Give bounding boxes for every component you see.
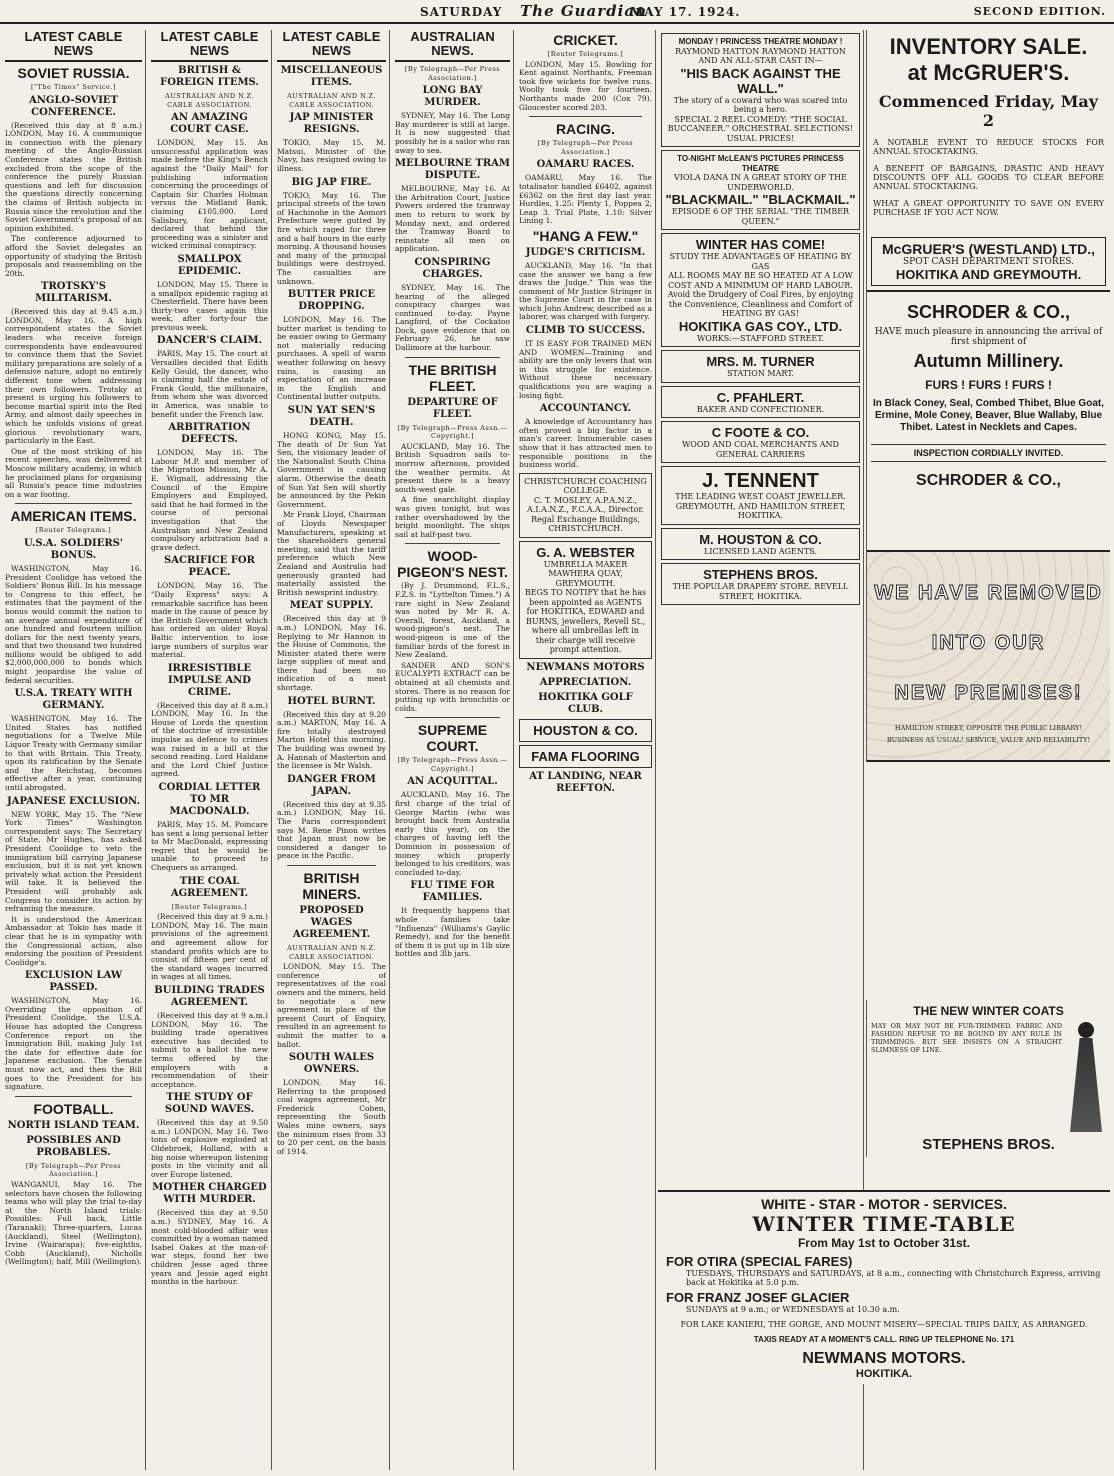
headline: ACCOUNTANCY.: [539, 403, 632, 415]
subheading: [By Telegraph—Press Assn.—Copyright.]: [397, 756, 508, 773]
headline: DEPARTURE OF FLEET.: [407, 396, 498, 420]
headline: POSSIBLES AND PROBABLES.: [26, 1134, 121, 1158]
ad-text: HAVE much pleasure in announcing the arrival of first shipment of: [874, 327, 1103, 347]
divider: [405, 357, 500, 358]
ad-title: NEWMANS MOTORS.: [802, 1350, 966, 1367]
article-text: TOKIO, May 16. The principal streets of the town of Hachinohe in the Aomori Prefecture were gutted by fire which raged for three and a half hours in the early morning. A thousand houses and many of the principal buildings were destroyed. The casualties are unknown.: [277, 190, 386, 286]
headline: CRICKET.: [553, 32, 618, 48]
ad-text: THE POPULAR DRAPERY STORE. REVELL STREET, HOKITIKA.: [672, 582, 849, 601]
ad-text: FURS ! FURS ! FURS !: [925, 378, 1052, 392]
headline: SUPREME COURT.: [417, 722, 488, 755]
article-text: TOKIO, May 15. M. Matsui, Minister of the Navy, has resigned owing to illness.: [277, 138, 386, 173]
headline: BIG JAP FIRE.: [291, 176, 372, 188]
column-3: [274, 30, 390, 1470]
ad-title: WHITE - STAR - MOTOR - SERVICES.: [761, 1196, 1007, 1212]
headline: AT LANDING, NEAR REEFTON.: [529, 770, 642, 794]
subheading: [By Telegraph—Per Press Association.]: [404, 65, 501, 82]
headline: HOKITIKA GOLF CLUB.: [538, 691, 633, 715]
mcleans-pictures-ad: [661, 150, 860, 230]
headline: SOVIET RUSSIA.: [17, 65, 130, 81]
ad-text: UMBRELLA MAKER: [543, 559, 628, 569]
headline: NEWMANS MOTORS: [526, 661, 645, 673]
ad-title: SCHRODER & CO.,: [916, 472, 1061, 489]
article-text: (Received this day at 9.35 a.m.) LONDON, May 16. The Paris correspondent says M. Rene Pinon writes that Japan must now be considered a danger to peace in the Pacific.: [277, 799, 386, 861]
masthead-paper-name: The Guardian: [520, 2, 647, 20]
ad-title: INVENTORY SALE.: [889, 34, 1088, 59]
ad-text: INSPECTION CORDIALLY INVITED.: [871, 444, 1106, 462]
route-text: SUNDAYS at 9 a.m.; or WEDNESDAYS at 10.30 a.m.: [686, 1305, 900, 1314]
ad-title: CHRISTCHURCH COACHING COLLEGE.: [524, 476, 647, 496]
headline: MELBOURNE TRAM DISPUTE.: [395, 158, 510, 182]
ad-subtitle: Commenced Friday, May 2: [878, 92, 1099, 130]
article-text: (Received this day at 9.45 a.m.) LONDON, May 16. A high correspondent states the Soviet leaders who receive foreign correspondents have endeavoured to convince them that the Soviet military preparations are solely of a defensive nature, adopt no entirely different tone when addressing their own followers. Trotsky at present is urging his followers to become martial spirit into the Red Army, and almost daily speeches in which he unfolds visions of great glorious revolutionary wars, particularly in the East.: [5, 307, 142, 446]
headline: U.S.A. SOLDIERS' BONUS.: [24, 537, 123, 561]
ad-text: VIOLA DANA IN A GREAT STORY OF THE UNDERWORLD.: [674, 173, 847, 192]
ad-text: C. T. MOSLEY, A.P.A.N.Z., A.I.A.N.Z., F.C.A.A., Director. Regal Exchange Buildings, CHRISTCHURCH.: [527, 495, 644, 534]
ad-title: M. HOUSTON & CO.: [699, 531, 822, 547]
article-text: AUCKLAND, May 16. "In that case the answer we hang a few draws the Judge." This was the comment of Mr Justice Stringer in the Supreme Court in the case in which John Andrew, described as a laborer, was charged with forgery.: [519, 260, 652, 322]
headline: APPRECIATION.: [539, 676, 632, 688]
ad-text: The story of a coward who was scared into being a hero.: [673, 95, 848, 114]
article-text: (By J. Drummond, F.L.S., F.Z.S. in "Lyttelton Times.") A rare sight in New Zealand was noted by Mr R. A. Overall, forest, Auckland, a wood-pigeon's nest. The wood-pigeon is one of the familiar birds of the forest in New Zealand.: [395, 581, 510, 660]
column-banner: AUSTRALIAN NEWS.: [395, 30, 510, 62]
turner-ad: [661, 350, 860, 383]
ad-title: STEPHENS BROS.: [922, 1136, 1055, 1153]
column-4: [392, 30, 514, 1470]
ad-title: at McGRUER'S.: [907, 60, 1070, 85]
article-text: PARIS, May 15. M. Poincare has sent a long personal letter to Mr MacDonald, expressing regret that he would be unable to proceed to Chequers as arranged.: [151, 820, 268, 872]
ad-text: STUDY THE ADVANTAGES OF HEATING BY GAS: [669, 252, 852, 271]
headline: TROTSKY'S MILITARISM.: [35, 281, 112, 305]
headline: SACRIFICE FOR PEACE.: [164, 555, 255, 579]
article-text: WANGANUI, May 16. The selectors have chosen the following teams who will play the trial to-day at the North Island trials: Possibles: Full back, Little (Taranaki); Three-quarters, Lucas (Auckland), Steel (Wellington), Irvine (Wairarapa); five-eighths, Cobb (Auckland), Nicholls (Wellington); half, Mill (Wellington).: [5, 1180, 142, 1267]
headline: SMALLPOX EPIDEMIC.: [177, 253, 242, 277]
ad-text: TO-NIGHT McLEAN'S PICTURES PRINCESS THEATRE: [677, 154, 844, 173]
subheading: ["The Times" Service.]: [30, 83, 117, 91]
ad-text: Avoid the Drudgery of Coal Fires, by enjoying the Convenience, Cleanliness and Comfort of HEATING BY GAS!: [667, 290, 854, 318]
ad-text: In Black Coney, Seal, Combed Thibet, Blue Goat, Ermine, Mole Coney, Beaver, Blue Wallaby, Blue Thibet. Latest in Necklets and Capes.: [873, 398, 1104, 433]
ad-title: HOKITIKA GAS COY., LTD.: [678, 318, 843, 334]
headline: IRRESISTIBLE IMPULSE AND CRIME.: [167, 662, 252, 698]
stephens-ad: [661, 563, 860, 605]
headline: CLIMB TO SUCCESS.: [525, 325, 646, 337]
ad-text: MAY OR MAY NOT BE FUR-TRIMMED. FABRIC AND FASHION REFUSE TO BE BOUND BY ANY RULE IN TRIMMINGS. BUT SEE INSISTS ON A STRAIGHT SLIMNESS OF LINE.: [871, 1022, 1062, 1054]
webster-ad: [519, 541, 652, 659]
masthead-edition: SECOND EDITION.: [973, 5, 1106, 18]
ad-title: MRS. M. TURNER: [706, 354, 815, 369]
route-text: TUESDAYS, THURSDAYS and SATURDAYS, at 8 a.m., connecting with Christchurch Express, arriving back at Hokitika at 5.0 p.m.: [686, 1269, 1101, 1287]
ad-text: ALL ROOMS MAY BE SO HEATED AT A LOW COST AND A MINIMUM OF HARD LABOUR.: [668, 271, 853, 290]
article-text: LONDON, May 16. The butter market is tending to be easier owing to Germany not materially reducing purchases. A spell of warm weather following on heavy rains, is causing an expectation of an increase in the English and Continental butter outputs.: [277, 315, 386, 402]
removed-premises-ad: [867, 552, 1110, 762]
headline: ARBITRATION DEFECTS.: [168, 422, 251, 446]
column-banner: LATEST CABLE NEWS: [151, 30, 268, 62]
ad-text: A BENEFIT OF BARGAINS, DRASTIC AND HEAVY DISCOUNTS OFF ALL GOODS TO CLEAR BEFORE ANNUAL STOCKTAKING.: [873, 164, 1104, 191]
headline: BRITISH & FOREIGN ITEMS.: [160, 65, 259, 88]
foote-ad: [661, 421, 860, 463]
article-text: LONDON, May 15. There is a smallpox epidemic raging at Chesterfield. There have been thirty-two cases again this week, after forty-four the previous week.: [151, 279, 268, 332]
ad-text: WOOD AND COAL MERCHANTS AND GENERAL CARRIERS: [682, 440, 839, 459]
headline: HOTEL BURNT.: [287, 695, 376, 707]
headline: SUN YAT SEN'S DEATH.: [287, 405, 376, 429]
right-ad-column: [866, 30, 1110, 762]
white-star-motor-ad: [658, 1190, 1110, 1384]
ad-text: SPOT CASH DEPARTMENT STORES.: [903, 257, 1074, 267]
article-text: LONDON, May 15. Bowling for Kent against Northants, Freeman took five wickets for twelve runs. Woolly took five for fourteen. Northants made 200 (Cox 79). Gloucester scored 203.: [519, 59, 652, 112]
headline: AN AMAZING COURT CASE.: [170, 112, 249, 136]
headline: BRITISH MINERS.: [302, 869, 361, 902]
schroder-ad: [867, 292, 1110, 552]
ad-text: BEGS TO NOTIFY that he has been appointed as AGENTS for HOKITIKA, EDWARD and BURNS, jewellers, Revell St., where all umbrellas left in their charge will receive prompt attention.: [524, 588, 647, 655]
headline: DANGER FROM JAPAN.: [287, 773, 376, 797]
headline: MISCELLANEOUS ITEMS.: [280, 65, 383, 88]
ad-text: A NOTABLE EVENT TO REDUCE STOCKS FOR ANNUAL STOCKTAKING.: [873, 138, 1104, 156]
ad-text: GREYMOUTH, AND HAMILTON STREET, HOKITIKA.: [675, 501, 846, 520]
headline: THE COAL AGREEMENT.: [170, 875, 249, 899]
masthead: [0, 0, 1114, 24]
ad-text: THE LEADING WEST COAST JEWELLER.: [675, 492, 846, 501]
headline: OAMARU RACES.: [536, 159, 635, 171]
ad-title: J. TENNENT: [702, 470, 819, 492]
column-1: [2, 30, 146, 1470]
headline: MOTHER CHARGED WITH MURDER.: [152, 1182, 267, 1206]
headline: AN ACQUITTAL.: [407, 776, 498, 788]
headline: PROPOSED WAGES AGREEMENT.: [292, 904, 371, 940]
article-text: A fine searchlight display was given tonight, but was rather overshadowed by the bright moonlight. The ships sail at half-past two.: [395, 495, 510, 539]
subheading: [By Telegraph—Press Assn.—Copyright.]: [397, 423, 508, 441]
headline: WOOD-PIGEON'S NEST.: [397, 548, 508, 581]
article-text: LONDON, May 15. An unsuccessful application was made before the King's Bench against the "Daily Mail" for publishing information concerning the proceedings of Captain Sir Charles Holman versus the Midland Bank, claiming £105,000. Lord Salisbury, for applicant, declared that behind the proceeding was a sinister and wicked criminal conspiracy.: [151, 138, 268, 251]
ad-text: EPISODE 6 OF THE SERIAL "THE TIMBER QUEEN.": [671, 207, 850, 226]
ad-title: C FOOTE & CO.: [711, 425, 810, 440]
article-text: OAMARU, May 16. The totalisator handled £6402, against £6362 on the first day last year. Hurdles, 1.25: Plenty 1, Poppea 2, Leap 3. Trial Plate, 1.10: Silver Lining 1.: [519, 173, 652, 226]
ad-title: McGRUER'S (WESTLAND) LTD.,: [881, 241, 1096, 257]
divider: [287, 865, 376, 866]
ad-title: NEW PREMISES!: [894, 682, 1083, 704]
woman-in-coat-illustration: [1066, 1022, 1106, 1132]
article-text: (Received this day at 8 a.m.) LONDON, May 16. In the House of Lords the question of the doctrine of irresistible impulse as defence to crimes was raised in a bill at the second reading. Lord Haldane and the Lord Chief Justice agreed.: [151, 700, 268, 779]
masthead-date: MAY 17. 1924.: [630, 5, 741, 19]
headline: THE BRITISH FLEET.: [408, 361, 497, 394]
headline: CORDIAL LETTER TO MR MACDONALD.: [158, 782, 261, 818]
ad-text: WHAT A GREAT OPPORTUNITY TO SAVE ON EVERY PURCHASE IF YOU ACT NOW.: [873, 199, 1104, 217]
houston-land-ad: [661, 528, 860, 561]
houston-ad: [519, 719, 652, 742]
masthead-day: SATURDAY: [420, 5, 503, 19]
article-text: (Received this day at 9.20 a.m.) MARTON, May 16. A fire totally destroyed Marton Hotel this morning. The building was owned by A. Hannah of Masterton and the licensee is Mr Walsh.: [277, 709, 386, 771]
ad-title: HOUSTON & CO.: [533, 722, 638, 738]
ad-text: BAKER AND CONFECTIONER.: [696, 404, 825, 414]
headline: "HANG A FEW.": [532, 227, 639, 244]
ad-title: STEPHENS BROS.: [703, 567, 818, 582]
article-text: WASHINGTON, May 16. The United States has notified negotiations for a Twelve Mile Liquor Treaty with Germany similar to that with Britain. This Treaty, upon its ratification by the Senate and the Reichstag, becomes effective after a year, continuing until abrogated.: [5, 714, 142, 792]
subheading: [Reuter Telegrams.]: [171, 902, 248, 911]
divider: [405, 717, 500, 718]
ad-text: RAYMOND HATTON RAYMOND HATTON: [675, 46, 846, 56]
ad-title: G. A. WEBSTER: [536, 544, 635, 560]
ad-text: AND AN ALL-STAR CAST IN—: [698, 56, 823, 65]
article-text: NEW YORK, May 15. The "New York Times" Washington correspondent says: The Secretary of State, Mr Hughes, has asked President Coolidge to veto the immigration bill carrying Japanese exclusion, but it is not yet known privately what action the President will take. It is believed the President will probably ask Congress to consider its action by reframing the measure.: [5, 809, 142, 914]
divider: [405, 543, 500, 544]
headline: BUILDING TRADES AGREEMENT.: [154, 984, 265, 1008]
column-5: [516, 30, 656, 1470]
article-text: AUCKLAND, May 16. The first charge of the trial of George Martin (who was brought back from Australia early this year), on the charges of having left the Dominion in possession of money which properly belonged to his creditors, was concluded to-day.: [395, 790, 510, 877]
article-text: (Received this day at 8 a.m.) LONDON, May 16. A communique in connection with the plenary meeting of the Anglo-Russian Conference states the British excluded from the scope of the conference the purely Russian questions and left for discussion the questions directly concerning the claims of British subjects in Russia since the revolution and the Soviet Government's proposal of an opinion exhibited.: [5, 120, 142, 233]
headline: MEAT SUPPLY.: [289, 600, 374, 612]
tennent-ad: [661, 466, 860, 525]
pfahlert-ad: [661, 386, 860, 419]
divider: [15, 503, 132, 504]
headline: FLU TIME FOR FAMILIES.: [410, 880, 495, 904]
ad-text: MONDAY ! PRINCESS THEATRE MONDAY !: [678, 37, 843, 46]
ad-subtitle: From May 1st to October 31st.: [797, 1236, 971, 1250]
gas-heating-ad: [661, 233, 860, 347]
ad-text: SPECIAL 2 REEL COMEDY: "THE SOCIAL BUCCANEER." ORCHESTRAL SELECTIONS! USUAL PRICES!: [667, 114, 854, 143]
headline: JAPANESE EXCLUSION.: [6, 795, 141, 807]
ad-title: Autumn Millinery.: [913, 351, 1064, 371]
headline: NORTH ISLAND TEAM.: [7, 1119, 140, 1131]
route-heading: FOR OTIRA (SPECIAL FARES): [666, 1254, 853, 1269]
fama-flooring-ad: [519, 745, 652, 768]
ad-title: INTO OUR: [931, 632, 1046, 654]
column-banner: LATEST CABLE NEWS: [277, 30, 386, 62]
subheading: AUSTRALIAN AND N.Z. CABLE ASSOCIATION.: [287, 943, 376, 961]
ad-title: WINTER HAS COME!: [695, 237, 826, 252]
ad-text: HOKITIKA AND GREYMOUTH.: [895, 267, 1082, 282]
article-text: (Received this day at 9.50 a.m.) LONDON, May 16. Two tons of explosive exploded at Oldebroek, Holland, with a big noise whereupon listening posts in the vicinity and all over Europe listened.: [151, 1118, 268, 1179]
ad-text: LICENSED LAND AGENTS.: [704, 546, 817, 556]
ad-text: STATION MART.: [727, 369, 794, 378]
article-text: A knowledge of Accountancy has often proved a big factor in a man's career. Innumerable cases show that it has attracted men to responsible positions in the business world.: [519, 417, 652, 470]
headline: THE STUDY OF SOUND WAVES.: [164, 1092, 255, 1116]
article-text: One of the most striking of his recent speeches, was delivered at Moscow military academy, in which he proclaimed plans for organising all Russia's peace time industries on a war footing.: [5, 446, 142, 499]
headline: RACING.: [555, 121, 616, 138]
article-text: LONDON, May 16. The Labour M.P. and member of the Migration Mission, Mr A. E. Wignall, addressing the Council of the Empire Employers and Employed, said that he had formed in the course of personal investigation that the Australian and New Zealand compulsory arbitration had a grave defect.: [151, 448, 268, 552]
article-text: MELBOURNE, May 16. At the Arbitration Court, Justice Powers ordered the tramway men to return to work by Monday next, and ordered the Tramway Board to reinstate all men on application.: [395, 184, 510, 254]
article-text: LONDON, May 15. The conference of representatives of the coal owners and the miners, held to negotiate a new agreement in place of the present Court of Enquiry, resulted in an agreement to submit the matter to a ballot.: [277, 962, 386, 1049]
ad-title: "HIS BACK AGAINST THE WALL.": [680, 65, 841, 96]
article-text: LONDON, May 16. The "Daily Express" says: A remarkable sacrifice has been made in the cause of peace by the British Government which has ordered an older Royal Baltic intervention to lose large numbers of surplus war material.: [151, 581, 268, 660]
subheading: [By Telegraph—Per Press Association.]: [25, 1161, 122, 1179]
subheading: [Reuter Telegrams.]: [547, 50, 624, 58]
article-text: It frequently happens that whole families take "Influenza" (Williams's Gaylic Remedy), and for the benefit of them it is put up in 1lb size bottles and 3lb jars.: [395, 906, 510, 959]
ad-title: C. PFAHLERT.: [716, 389, 805, 405]
headline: BUTTER PRICE DROPPING.: [287, 289, 376, 313]
article-text: WASHINGTON, May 16. Overriding the opposition of President Coolidge, the U.S.A. House has adopted the Congress Conference report on the Immigration Bill, making July 1st the date for effective date for Japanese exclusion. The Senate must now act, and then the Bill goes to the President for his signature.: [5, 996, 142, 1092]
subheading: AUSTRALIAN AND N.Z. CABLE ASSOCIATION.: [287, 92, 376, 109]
headline: FOOTBALL.: [33, 1100, 114, 1117]
ad-text: MAWHERA QUAY, GREYMOUTH.: [548, 569, 623, 588]
ad-title: WINTER TIME-TABLE: [752, 1212, 1016, 1236]
princess-theatre-ad: [661, 33, 860, 147]
headline: CONSPIRING CHARGES.: [414, 256, 491, 280]
ad-title: FAMA FLOORING: [531, 748, 640, 764]
winter-coats-ad: [866, 1000, 1110, 1157]
ad-text: TAXIS READY AT A MOMENT'S CALL. RING UP TELEPHONE No. 171: [753, 1335, 1015, 1344]
article-text: AUCKLAND, May 16. The British Squadron sails to-morrow afternoon, provided the weather permits. At present there is a heavy south-west gale.: [395, 441, 510, 494]
article-text: SYDNEY, May 16. The Long Bay murderer is still at large. It is now suggested that possibly he is a sailor who ran away to sea.: [395, 111, 511, 155]
divider: [529, 116, 642, 117]
route-heading: FOR FRANZ JOSEF GLACIER: [666, 1290, 850, 1305]
ad-title: SCHRODER & CO.,: [906, 302, 1070, 322]
ad-text: HOKITIKA.: [855, 1368, 913, 1380]
article-text: HONG KONG, May 15. The death of Dr Sun Yat Sen, the visionary leader of the Nationalist South China Government is causing alarm. Otherwise the death of Sun Yat Sen will shortly be announced by the Pekin Government.: [277, 431, 386, 509]
ad-text: WORKS:—STAFFORD STREET.: [697, 333, 824, 343]
ad-title: THE NEW WINTER COATS: [913, 1004, 1064, 1018]
article-text: It is understood the American Ambassador at Tokio has made it clear that he is in sympathy with the Congressional action, also endorsing the position of President Coolidge's.: [5, 914, 142, 967]
subheading: AUSTRALIAN AND N.Z. CABLE ASSOCIATION.: [165, 92, 254, 109]
article-text: PARIS, May 15. The court at Versailles decided that Edith Kelly Gould, the dancer, who is claiming half the estate of Frank Gould, the millionaire, from whom she was divorced in America, was unable to benefit under the French law.: [151, 349, 268, 419]
route-text: FOR LAKE KANIERI, THE GORGE, AND MOUNT MISERY—SPECIAL TRIPS DAILY, AS ARRANGED.: [680, 1320, 1088, 1329]
divider: [15, 1096, 132, 1097]
subheading: [Reuter Telegrams.]: [35, 526, 112, 535]
ad-text: HAMILTON STREET, OPPOSITE THE PUBLIC LIBRARY!: [894, 724, 1083, 732]
ad-text: BUSINESS AS USUAL! SERVICE, VALUE AND RELIABILITY!: [886, 736, 1091, 744]
headline: AMERICAN ITEMS.: [10, 508, 137, 525]
article-text: (Received this day at 9 a.m.) LONDON, May 16. Replying to Mr Hannon in the House of Commons, the Minister stated there were large supplies of meat and there had been no indication of a meat shortage.: [277, 614, 386, 693]
article-text: (Received this day at 9.50 a.m.) SYDNEY, May 16. A most cold-blooded affair was committed by a woman named Isabel Oakes at the man-of-war steps, found her two children Jesse aged three years and Jessie aged eight months in the harbour.: [151, 1208, 268, 1287]
article-text: LONDON, May 16. Referring to the proposed coal wages agreement, Mr Frederick Cohen, representing the South Wales mine owners, says the minimum rises from 33 to 20 per cent, on the basis of 1914.: [277, 1078, 386, 1156]
column-banner: LATEST CABLE NEWS: [5, 30, 142, 62]
headline: JAP MINISTER RESIGNS.: [289, 112, 374, 136]
article-text: Mr Frank Lloyd, Chairman of Lloyds Newspaper Manufacturers, speaking at the shareholders general meeting, said that the tariff preference which New Zealand and Australia had generously granted had materially assisted the British newsprint industry.: [277, 510, 386, 597]
column-2: [148, 30, 272, 1470]
headline: EXCLUSION LAW PASSED.: [24, 970, 123, 994]
headline: DANCER'S CLAIM.: [156, 335, 263, 347]
headline: SOUTH WALES OWNERS.: [288, 1052, 375, 1076]
article-text: The conference adjourned to afford the Soviet delegates an opportunity of studying the British proposals and reassembling on the 20th.: [5, 234, 142, 278]
ad-title: "BLACKMAIL." "BLACKMAIL.": [665, 192, 856, 207]
subheading: [By Telegraph—Per Press Association.]: [537, 139, 634, 156]
headline: JUDGE'S CRITICISM.: [525, 246, 646, 258]
article-text: WASHINGTON, May 16. President Coolidge has vetoed the Soldiers' Bonus Bill. In his message to Congress to this effect, he estimates that the payment of the bonus would commit the nation to an average annual expenditure of one hundred and fourteen million dollars for the next twenty years, and that two thousand two hundred millions would be obliged to add $2,000,000,000 to bonds which might jeopardise the value of federal securities.: [5, 563, 142, 685]
headline: ANGLO-SOVIET CONFERENCE.: [29, 94, 118, 118]
ad-title: WE HAVE REMOVED: [874, 582, 1103, 604]
mcgruers-inventory-ad: [867, 30, 1110, 292]
article-text: SANDER AND SON'S EUCALYPTI EXTRACT can be obtained at all chemists and stores. There is no reason for putting up with bronchitis or colds.: [395, 660, 510, 713]
coaching-college-ad: [519, 473, 652, 538]
headline: U.S.A. TREATY WITH GERMANY.: [14, 688, 133, 712]
article-text: (Received this day at 9 a.m.) LONDON, May 16. The building trade operatives executive has decided to submit to a ballot the new terms offered by the employers with a recommendation of their acceptance.: [151, 1010, 268, 1089]
article-text: SYDNEY, May 16. The hearing of the alleged conspiracy charges was continued to-day. Payne Langford, of the Cockatoo Dock, gave evidence that on February 26, he saw Dallimore at the harbour.: [395, 282, 510, 353]
headline: LONG BAY MURDER.: [422, 85, 483, 109]
article-text: IT IS EASY FOR TRAINED MEN AND WOMEN—Training and ability are the only levers that win in this struggle for existence. Without these necessary qualifications you are waging a losing fight.: [519, 339, 652, 400]
article-text: (Received this day at 9 a.m.) LONDON, May 16. The main provisions of the agreement and agreement allow for standard profits which are to consist of fifteen per cent of the standard wages incurred in wages at all times.: [151, 912, 268, 982]
